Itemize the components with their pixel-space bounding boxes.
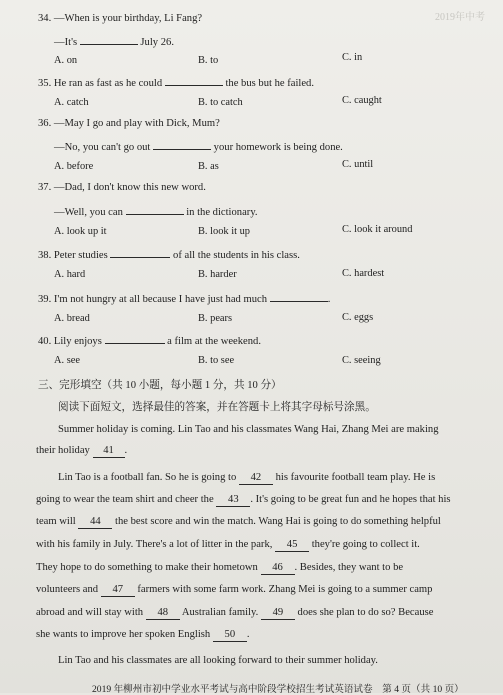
passage-text: with his family in July. There's a lot of litter in the park, (36, 539, 273, 550)
q34-option-c[interactable]: C. in (342, 52, 363, 63)
blank-49[interactable]: 49 (261, 606, 295, 620)
q36-reply (54, 138, 343, 154)
passage-p2-line8 (36, 628, 480, 642)
q39-pre: 39. I'm not hungry at all because I have just had much (38, 294, 268, 305)
passage-p3: Lin Tao and his classmates are all looking forward to their summer holiday. (58, 655, 378, 666)
passage-text: . (246, 629, 250, 640)
q38-option-a[interactable]: A. hard (54, 269, 86, 280)
q34-reply-post: July 26. (140, 37, 174, 48)
q38-stem (38, 246, 300, 262)
q39-post: . (327, 294, 331, 305)
q37-option-a[interactable]: A. look up it (54, 226, 107, 237)
blank-45[interactable]: 45 (275, 538, 309, 552)
passage-text: Lin Tao is a football fan. So he is going to (58, 472, 237, 483)
passage-text: abroad and will stay with (36, 607, 144, 618)
blank-41[interactable]: 41 (93, 444, 125, 458)
q39-option-c[interactable]: C. eggs (342, 312, 374, 323)
passage-text: the best score and win the match. Wang Hai is going to do something helpful (115, 516, 441, 527)
q37-option-b[interactable]: B. look it up (198, 226, 250, 237)
q35-stem (38, 74, 314, 90)
passage-text: going to wear the team shirt and cheer the (36, 494, 214, 505)
blank-46[interactable]: 46 (261, 561, 295, 575)
passage-text: They hope to do something to make their hometown (36, 562, 258, 573)
q35-option-b[interactable]: B. to catch (198, 97, 243, 108)
passage-text: . Besides, they want to be (294, 562, 404, 573)
q36-option-c[interactable]: C. until (342, 159, 374, 170)
q35-blank[interactable] (165, 74, 223, 86)
passage-text: his favourite football team play. He is (275, 472, 436, 483)
q36-stem: 36. —May I go and play with Dick, Mum? (38, 118, 220, 129)
q34-reply (54, 33, 174, 49)
passage-p2-line5 (36, 561, 480, 575)
passage-p2-line3 (36, 515, 480, 529)
passage-text: farmers with some farm work. Zhang Mei is going to a summer camp (137, 584, 433, 595)
q40-option-b[interactable]: B. to see (198, 355, 235, 366)
q40-blank[interactable] (105, 332, 165, 344)
q34-option-a[interactable]: A. on (54, 55, 78, 66)
q37-blank[interactable] (126, 203, 184, 215)
q34-reply-pre: —It's (54, 37, 78, 48)
passage-p2-line6 (36, 583, 480, 597)
q39-stem (38, 290, 330, 306)
q37-reply-pre: —Well, you can (54, 207, 123, 218)
q40-stem (38, 332, 261, 348)
passage-text: does she plan to do so? Because (297, 607, 434, 618)
q36-reply-pre: —No, you can't go out (54, 142, 151, 153)
q36-blank[interactable] (153, 138, 211, 150)
q37-option-c[interactable]: C. look it around (342, 224, 413, 235)
passage-text: Australian family. (181, 607, 259, 618)
blank-48[interactable]: 48 (146, 606, 180, 620)
passage-text: . It's going to be great fun and he hopes that his (250, 494, 451, 505)
passage-text: they're going to collect it. (311, 539, 420, 550)
passage-text: volunteers and (36, 584, 99, 595)
q36-option-b[interactable]: B. as (198, 161, 219, 172)
watermark-text: 2019年中考 (435, 12, 485, 23)
passage-text: team will (36, 516, 76, 527)
page-footer: 2019 年柳州市初中学业水平考试与高中阶段学校招生考试英语试卷 第 4 页（共 10 页） (92, 684, 464, 695)
q34-blank[interactable] (80, 33, 138, 45)
passage-text: . (124, 445, 128, 456)
section-3-title: 三、完形填空（共 10 小题，每小题 1 分，共 10 分） (38, 380, 282, 391)
q40-post: a film at the weekend. (167, 336, 262, 347)
q38-option-b[interactable]: B. harder (198, 269, 237, 280)
passage-p2-line7 (36, 606, 480, 620)
passage-p1-line1: Summer holiday is coming. Lin Tao and his classmates Wang Hai, Zhang Mei are making (58, 424, 439, 435)
passage-p1-line2 (36, 444, 480, 458)
passage-p2-line1 (58, 471, 502, 485)
q36-reply-post: your homework is being done. (213, 142, 343, 153)
q38-option-c[interactable]: C. hardest (342, 268, 385, 279)
q35-option-a[interactable]: A. catch (54, 97, 89, 108)
passage-text: their holiday (36, 445, 90, 456)
blank-50[interactable]: 50 (213, 628, 247, 642)
passage-p2-line4 (36, 538, 480, 552)
q40-option-a[interactable]: A. see (54, 355, 80, 366)
q38-pre: 38. Peter studies (38, 250, 108, 261)
q34-stem: 34. —When is your birthday, Li Fang? (38, 13, 203, 24)
q39-option-b[interactable]: B. pears (198, 313, 233, 324)
blank-43[interactable]: 43 (216, 493, 250, 507)
q38-post: of all the students in his class. (173, 250, 300, 261)
section-3-instruction: 阅读下面短文，选择最佳的答案，并在答题卡上将其字母标号涂黑。 (58, 402, 376, 413)
q35-pre: 35. He ran as fast as he could (38, 78, 163, 89)
q39-blank[interactable] (270, 290, 328, 302)
blank-47[interactable]: 47 (101, 583, 135, 597)
passage-p2-line2 (36, 493, 480, 507)
q39-option-a[interactable]: A. bread (54, 313, 90, 324)
q34-option-b[interactable]: B. to (198, 55, 219, 66)
q40-option-c[interactable]: C. seeing (342, 355, 381, 366)
passage-text: she wants to improve her spoken English (36, 629, 211, 640)
q40-pre: 40. Lily enjoys (38, 336, 102, 347)
q37-stem: 37. —Dad, I don't know this new word. (38, 182, 206, 193)
blank-44[interactable]: 44 (78, 515, 112, 529)
q38-blank[interactable] (110, 246, 170, 258)
q37-reply (54, 203, 258, 219)
q36-option-a[interactable]: A. before (54, 161, 94, 172)
q35-post: the bus but he failed. (225, 78, 315, 89)
q35-option-c[interactable]: C. caught (342, 95, 382, 106)
q37-reply-post: in the dictionary. (186, 207, 258, 218)
blank-42[interactable]: 42 (239, 471, 273, 485)
